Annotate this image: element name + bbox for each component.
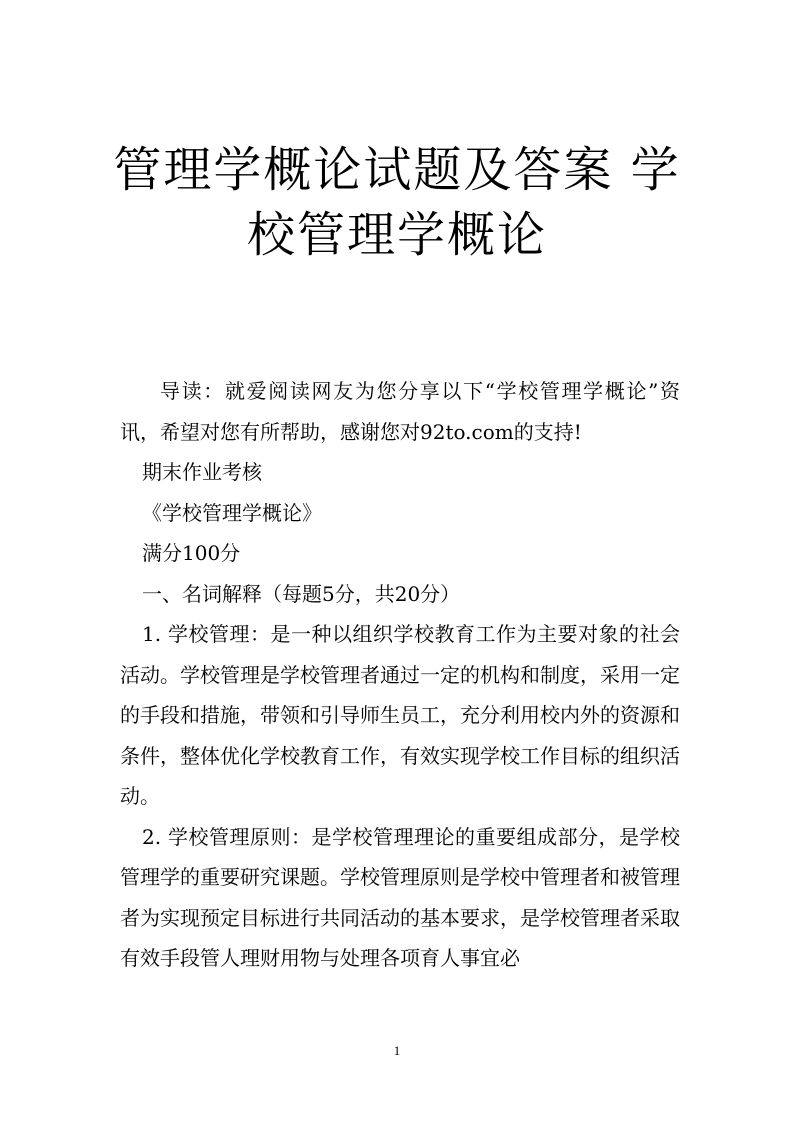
document-body — [120, 371, 680, 979]
definition-item: 2. 学校管理原则：是学校管理理论的重要组成部分，是学校管理学的重要研究课题。学校管理原则是学校中管理者和被管理者为实现预定目标进行共同活动的基本要求，是学校管理者采取有效手段管人理财用物与处理各项育人事宜必 — [120, 824, 680, 970]
assignment-heading: 期末作业考核 — [142, 460, 262, 484]
section-heading: 一、名词解释（每题5分，共20分） — [142, 581, 461, 606]
intro-paragraph: 导读：就爱阅读网友为您分享以下“学校管理学概论”资讯，希望对您有所帮助，感谢您对92to.com的支持! — [120, 379, 680, 444]
definition-item: 1. 学校管理：是一种以组织学校教育工作为主要对象的社会活动。学校管理是学校管理者通过一定的机构和制度，采用一定的手段和措施，带领和引导师生员工，充分利用校内外的资源和条件，整体优化学校教育工作，有效实现学校工作目标的组织活动。 — [120, 622, 680, 808]
course-name: 《学校管理学概论》 — [142, 500, 322, 525]
page-number: 1 — [393, 1043, 401, 1058]
document-title: 管理学概论试题及答案 学校管理学概论 — [113, 142, 681, 263]
full-score: 满分100分 — [142, 541, 241, 565]
